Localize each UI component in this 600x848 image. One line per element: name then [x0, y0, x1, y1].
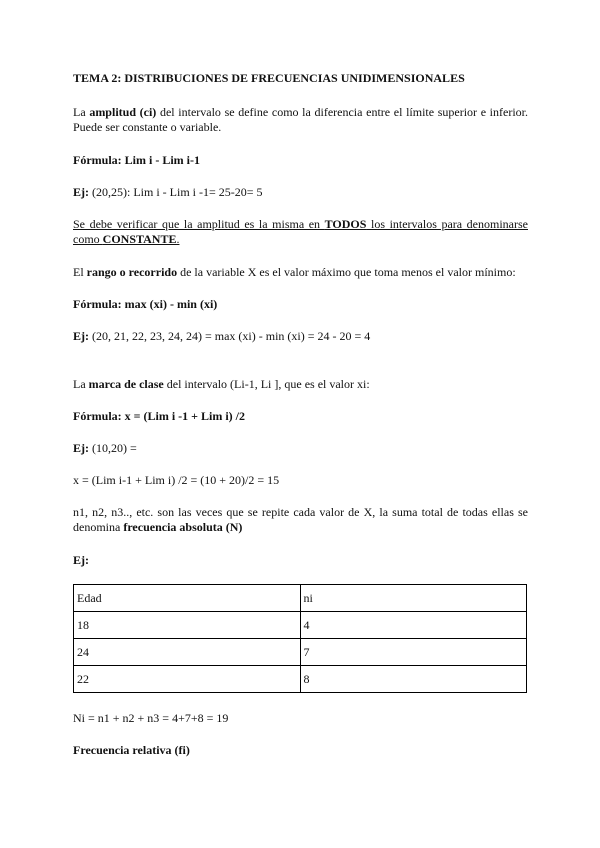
- term-marca-de-clase: marca de clase: [88, 377, 164, 391]
- section-heading-frecuencia-relativa: Frecuencia relativa (fi): [73, 743, 190, 757]
- formula-label: Fórmula:: [73, 297, 122, 311]
- table-cell: 4: [300, 612, 527, 639]
- formula-text: x = (Lim i -1 + Lim i) /2: [121, 409, 245, 423]
- text-run: los intervalos para denominarse: [366, 217, 528, 231]
- example-text: (20,25): Lim i - Lim i -1= 25-20= 5: [89, 185, 263, 199]
- text-run: La: [73, 105, 90, 119]
- table-header-cell: Edad: [74, 585, 301, 612]
- sum-formula: Ni = n1 + n2 + n3 = 4+7+8 = 19: [73, 711, 229, 725]
- table-cell: 18: [74, 612, 301, 639]
- marca-formula: [73, 409, 528, 423]
- formula-text: Lim i - Lim i-1: [121, 153, 200, 167]
- formula-label: Fórmula:: [73, 153, 122, 167]
- example-label: Ej:: [73, 185, 89, 199]
- marca-example: [73, 441, 528, 455]
- amplitud-example: [73, 185, 528, 199]
- term-frecuencia-absoluta: frecuencia absoluta (N): [123, 520, 243, 534]
- amplitud-definition-line2: Puede ser constante o variable.: [73, 120, 222, 134]
- table-header-row: [74, 585, 527, 612]
- term-rango: rango o recorrido: [86, 265, 178, 279]
- text-run: denomina: [73, 520, 124, 534]
- emphasis-constante: CONSTANTE: [102, 232, 177, 246]
- table-cell: 8: [300, 666, 527, 693]
- text-run: como: [73, 232, 103, 246]
- table-example-label: Ej:: [73, 553, 89, 567]
- amplitud-formula: [73, 153, 528, 167]
- table-cell: 22: [74, 666, 301, 693]
- formula-text: max (xi) - min (xi): [121, 297, 218, 311]
- text-run: La: [73, 377, 89, 391]
- text-run: del intervalo se define como la diferencia entre el límite superior e inferior.: [156, 105, 528, 119]
- text-run: de la variable X es el valor máximo que toma menos el valor mínimo:: [177, 265, 516, 279]
- amplitud-definition-line1: [73, 105, 528, 119]
- absoluta-definition-line2: [73, 520, 528, 534]
- formula-label: Fórmula:: [73, 409, 122, 423]
- term-amplitud: amplitud (ci): [89, 105, 157, 119]
- table-cell: 24: [74, 639, 301, 666]
- text-run: El: [73, 265, 87, 279]
- constante-note-line2: [73, 232, 179, 246]
- table-cell: 7: [300, 639, 527, 666]
- text-run: Se debe verificar que la amplitud es la misma en: [73, 217, 325, 231]
- rango-formula: [73, 297, 528, 311]
- example-label: Ej:: [73, 441, 89, 455]
- emphasis-todos: TODOS: [324, 217, 367, 231]
- rango-definition: [73, 265, 528, 279]
- frequency-table: [73, 584, 527, 693]
- table-row: [74, 639, 527, 666]
- example-text: (20, 21, 22, 23, 24, 24) = max (xi) - min (xi) = 24 - 20 = 4: [89, 329, 371, 343]
- example-label: Ej:: [73, 329, 89, 343]
- text-run: .: [176, 232, 180, 246]
- table-row: [74, 666, 527, 693]
- absoluta-definition-line1: n1, n2, n3.., etc. son las veces que se repite cada valor de X, la suma total de todas ellas se: [73, 505, 528, 519]
- page-title: TEMA 2: DISTRIBUCIONES DE FRECUENCIAS UNIDIMENSIONALES: [73, 71, 465, 85]
- example-text: (10,20) =: [89, 441, 137, 455]
- text-run: del intervalo (Li-1, Li ], que es el valor xi:: [163, 377, 370, 391]
- rango-example: [73, 329, 528, 343]
- table-header-cell: ni: [300, 585, 527, 612]
- marca-definition: [73, 377, 528, 391]
- marca-calculation: x = (Lim i-1 + Lim i) /2 = (10 + 20)/2 = 15: [73, 473, 280, 487]
- table-row: [74, 612, 527, 639]
- constante-note-line1: [73, 217, 528, 231]
